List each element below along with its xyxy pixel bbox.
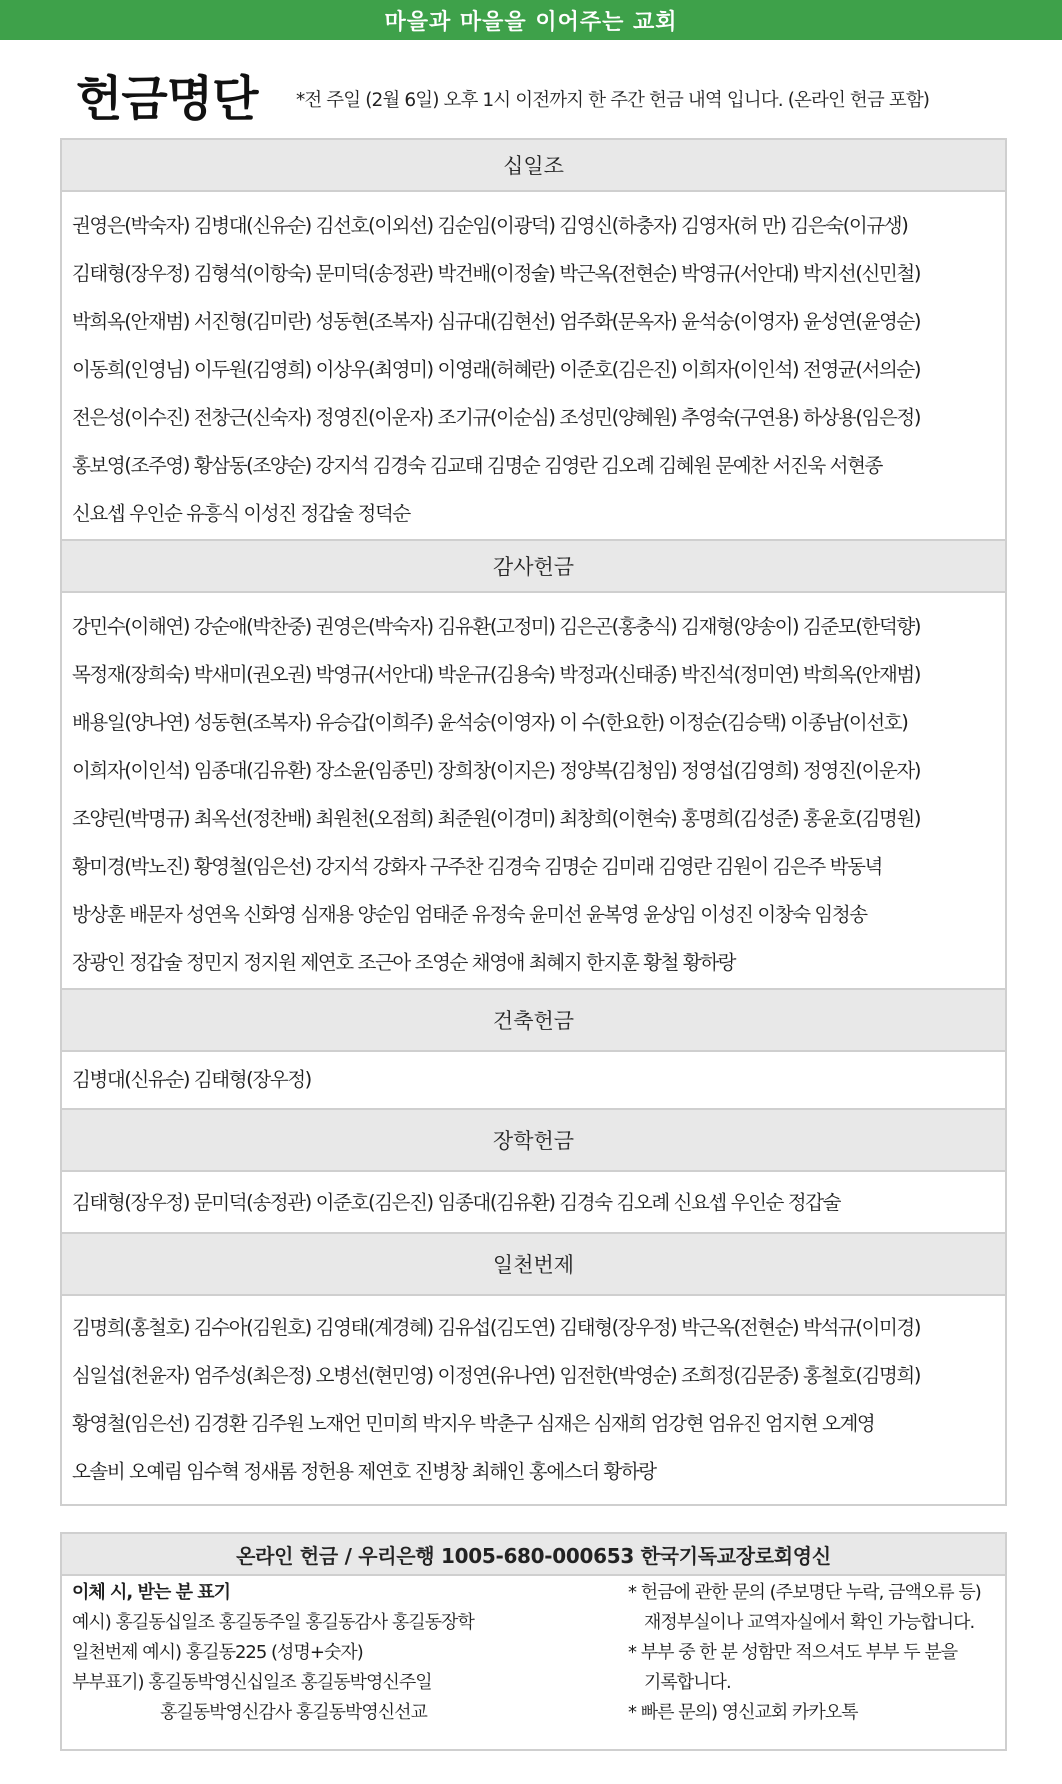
section-header-scholarship: 장학헌금: [62, 1108, 1005, 1170]
inquiry-line: 재정부실이나 교역자실에서 확인 가능합니다.: [644, 1612, 975, 1633]
name-line: 김명희(홍철호) 김수아(김원호) 김영태(계경혜) 김유섭(김도연) 김태형(장우정) 박근옥(전현순) 박석규(이미경): [72, 1316, 921, 1339]
transfer-line: 일천번제 예시) 홍길동225 (성명+숫자): [72, 1642, 363, 1663]
inquiry-notes: [628, 1578, 1003, 1728]
name-line: 김병대(신유순) 김태형(장우정): [72, 1068, 311, 1091]
name-line: 방상훈 배문자 성연옥 신화영 심재용 양순임 엄태준 유정숙 윤미선 윤복영 윤상임 이성진 이창숙 임청송: [72, 903, 867, 926]
offering-table: [60, 138, 1007, 1506]
inquiry-line: * 부부 중 한 분 성함만 적으셔도 부부 두 분을: [628, 1642, 958, 1663]
name-line: 배용일(양나연) 성동현(조복자) 유승갑(이희주) 윤석숭(이영자) 이 수(한요한) 이정순(김승택) 이종남(이선호): [72, 711, 908, 734]
name-line: 목정재(장희숙) 박새미(권오권) 박영규(서안대) 박운규(김용숙) 박정과(신태종) 박진석(정미연) 박희옥(안재범): [72, 663, 921, 686]
inquiry-line: 기록합니다.: [644, 1672, 731, 1693]
transfer-line: 홍길동박영신감사 홍길동박영신선교: [160, 1702, 427, 1723]
section-body-scholarship: [62, 1170, 1005, 1232]
section-body-thanks: [62, 591, 1005, 988]
section-header-building: 건축헌금: [62, 988, 1005, 1050]
name-line: 오솔비 오예림 임수혁 정새롬 정헌용 제연호 진병창 최해인 홍에스더 황하랑: [72, 1460, 656, 1483]
name-line: 강민수(이해연) 강순애(박찬중) 권영은(박숙자) 김유환(고정미) 김은곤(홍충식) 김재형(양송이) 김준모(한덕향): [72, 615, 921, 638]
transfer-line: 예시) 홍길동십일조 홍길동주일 홍길동감사 홍길동장학: [72, 1612, 474, 1633]
name-line: 이희자(이인석) 임종대(김유환) 장소윤(임종민) 장희창(이지은) 정양복(김청임) 정영섭(김영희) 정영진(이운자): [72, 759, 921, 782]
name-line: 권영은(박숙자) 김병대(신유순) 김선호(이외선) 김순임(이광덕) 김영신(하충자) 김영자(허 만) 김은숙(이규생): [72, 214, 908, 237]
name-line: 이동희(인영님) 이두원(김영희) 이상우(최영미) 이영래(허혜란) 이준호(김은진) 이희자(이인석) 전영균(서의순): [72, 358, 921, 381]
transfer-title: 이체 시, 받는 분 표기: [72, 1582, 231, 1603]
name-line: 김태형(장우정) 김형석(이항숙) 문미덕(송정관) 박건배(이정술) 박근옥(전현순) 박영규(서안대) 박지선(신민철): [72, 262, 921, 285]
name-line: 황영철(임은선) 김경환 김주원 노재언 민미희 박지우 박춘구 심재은 심재희 엄강현 엄유진 엄지현 오계영: [72, 1412, 875, 1435]
inquiry-line: * 헌금에 관한 문의 (주보명단 누락, 금액오류 등): [628, 1582, 981, 1603]
name-line: 전은성(이수진) 전창근(신숙자) 정영진(이운자) 조기규(이순심) 조성민(양혜원) 추영숙(구연용) 하상용(임은정): [72, 406, 921, 429]
online-offering-header: 온라인 헌금 / 우리은행 1005-680-000653 한국기독교장로회영신: [62, 1534, 1005, 1576]
page-title: 헌금명단: [76, 71, 258, 127]
transfer-instructions: [72, 1578, 572, 1728]
name-line: 홍보영(조주영) 황삼동(조양순) 강지석 김경숙 김교태 김명순 김영란 김오례 김혜원 문예찬 서진욱 서현종: [72, 454, 882, 477]
online-offering-box: [60, 1532, 1007, 1751]
name-line: 조양린(박명규) 최옥선(정찬배) 최원천(오점희) 최준원(이경미) 최창희(이현숙) 홍명희(김성준) 홍윤호(김명원): [72, 807, 921, 830]
section-body-building: [62, 1050, 1005, 1108]
name-line: 박희옥(안재범) 서진형(김미란) 성동현(조복자) 심규대(김현선) 엄주화(문옥자) 윤석숭(이영자) 윤성연(윤영순): [72, 310, 921, 333]
inquiry-line: * 빠른 문의) 영신교회 카카오톡: [628, 1702, 858, 1723]
name-line: 황미경(박노진) 황영철(임은선) 강지석 강화자 구주찬 김경숙 김명순 김미래 김영란 김원이 김은주 박동녁: [72, 855, 882, 878]
section-header-thousand: 일천번제: [62, 1232, 1005, 1294]
name-line: 신요셉 우인순 유흥식 이성진 정갑술 정덕순: [72, 502, 410, 525]
top-banner: 마을과 마을을 이어주는 교회: [0, 0, 1062, 40]
section-header-tithe: 십일조: [62, 140, 1005, 190]
section-header-thanks: 감사헌금: [62, 539, 1005, 591]
name-line: 심일섭(천윤자) 엄주성(최은정) 오병선(현민영) 이정연(유나연) 임전한(박영순) 조희정(김문중) 홍철호(김명희): [72, 1364, 921, 1387]
transfer-line: 부부표기) 홍길동박영신십일조 홍길동박영신주일: [72, 1672, 432, 1693]
section-body-tithe: [62, 190, 1005, 539]
section-body-thousand: [62, 1294, 1005, 1504]
page-note: *전 주일 (2월 6일) 오후 1시 이전까지 한 주간 헌금 내역 입니다. (온라인 헌금 포함): [296, 90, 930, 111]
name-line: 장광인 정갑술 정민지 정지원 제연호 조근아 조영순 채영애 최혜지 한지훈 황철 황하랑: [72, 951, 736, 974]
name-line: 김태형(장우정) 문미덕(송정관) 이준호(김은진) 임종대(김유환) 김경숙 김오례 신요셉 우인순 정갑술: [72, 1191, 841, 1214]
